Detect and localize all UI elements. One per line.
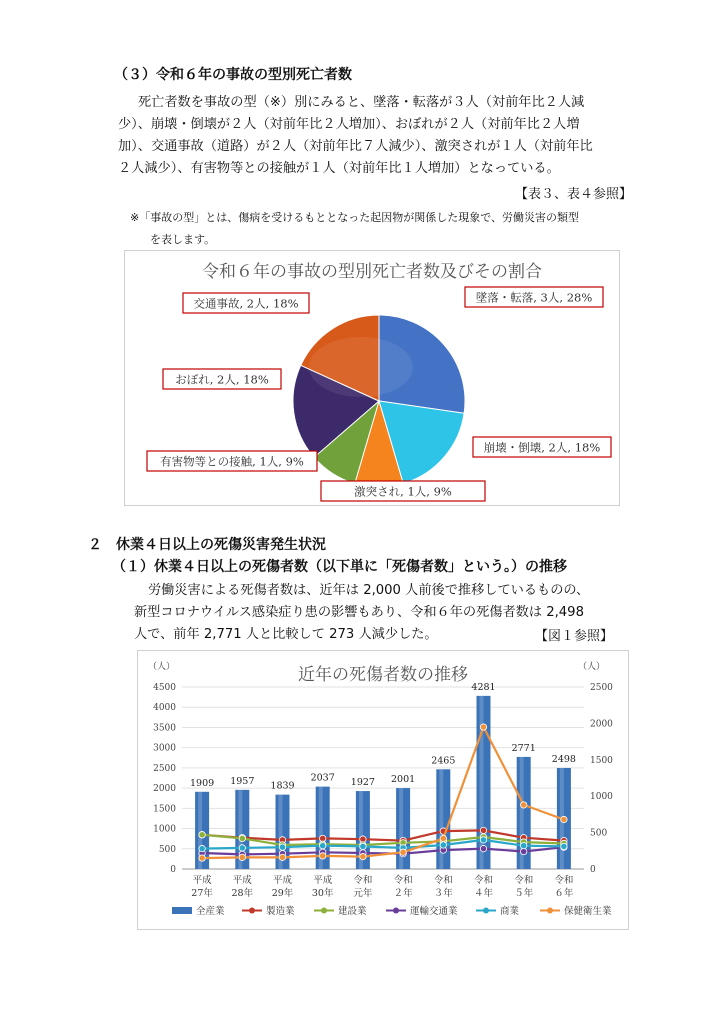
x-tick-label-year: 元年 xyxy=(353,888,373,899)
x-tick-label-era: 令和 xyxy=(473,875,494,886)
x-tick-label-era: 平成 xyxy=(232,875,252,886)
left-tick-label: 1000 xyxy=(153,824,176,835)
right-tick-label: 2500 xyxy=(590,683,613,693)
section2-ref: 【図１参照】 xyxy=(535,629,614,644)
left-tick-label: 3500 xyxy=(153,723,176,734)
casualty-chart xyxy=(138,651,628,929)
x-tick-label-era: 令和 xyxy=(353,875,373,886)
line-point xyxy=(239,835,245,841)
right-tick-label: 0 xyxy=(590,865,596,875)
legend-item-3 xyxy=(386,905,458,917)
x-tick-label-era: 令和 xyxy=(554,875,574,886)
pie-label-text: 激突され, 1人, 9% xyxy=(354,484,452,499)
pie-label-collapse xyxy=(473,437,611,457)
pie-label-text: おぼれ, 2人, 18% xyxy=(175,372,269,387)
casualty-chart-container xyxy=(137,650,629,930)
legend-marker xyxy=(321,908,327,914)
legend-label: 建設業 xyxy=(338,906,367,917)
left-tick-label: 500 xyxy=(158,844,176,855)
x-tick-label-era: 令和 xyxy=(393,875,413,886)
bar-value-label: 2465 xyxy=(431,755,456,767)
x-tick-label-year: ３年 xyxy=(433,888,453,899)
legend-marker xyxy=(249,908,255,914)
pie-chart-title: 令和６年の事故の型別死亡者数及びその割合 xyxy=(202,262,542,282)
line-point xyxy=(360,853,366,859)
left-tick-label: 3000 xyxy=(153,743,176,754)
left-axis-unit: （人） xyxy=(148,662,176,672)
line-point xyxy=(561,843,567,849)
section3-line-2: 少）、崩壊・倒壊が２人（対前年比２人増加）、おぼれが２人（対前年比２人増 xyxy=(118,117,580,132)
x-tick-label-era: 平成 xyxy=(192,875,212,886)
line-point xyxy=(521,802,527,808)
pie-chart-container xyxy=(124,250,620,506)
line-point xyxy=(561,816,567,822)
line-point xyxy=(199,855,205,861)
bar-value-label: 2001 xyxy=(391,774,416,786)
section3-heading: （３）令和６年の事故の型別死亡者数 xyxy=(114,67,352,83)
section3-line-1: 死亡者数を事故の型（※）別にみると、墜落・転落が３人（対前年比２人減 xyxy=(138,95,585,110)
line-point xyxy=(199,845,205,851)
x-tick-label-year: 30年 xyxy=(311,888,334,899)
legend-label: 商業 xyxy=(500,906,520,917)
line-point xyxy=(480,845,486,851)
line-point xyxy=(480,724,486,730)
legend-item-2 xyxy=(314,905,367,917)
right-tick-label: 500 xyxy=(590,828,608,839)
section3-line-4: ２人減少）、有害物等との接触が１人（対前年比１人増加）となっている。 xyxy=(118,161,560,176)
left-tick-label: 2500 xyxy=(153,763,176,774)
section3-note-line-1: ※「事故の型」とは、傷病を受けるもととなった起因物が関係した現象で、労働災害の類型 xyxy=(130,211,579,224)
line-point xyxy=(360,843,366,849)
legend-item-5 xyxy=(540,905,612,917)
legend-item-4 xyxy=(476,905,520,917)
legend-label: 運輸交通業 xyxy=(410,906,458,917)
line-point xyxy=(279,854,285,860)
legend-item-0 xyxy=(172,905,225,917)
line-point xyxy=(440,835,446,841)
line-point xyxy=(320,843,326,849)
legend-label: 保健衛生業 xyxy=(564,906,612,917)
x-tick-label-year: ４年 xyxy=(473,888,494,899)
pie-label-drowning xyxy=(163,369,281,389)
bar-highlight xyxy=(439,769,443,869)
bar-value-label: 1957 xyxy=(230,775,255,787)
x-tick-label-year: 27年 xyxy=(191,888,213,899)
pie-label-traffic xyxy=(183,293,309,313)
line-point xyxy=(521,843,527,849)
right-tick-label: 1500 xyxy=(590,755,613,766)
section2-heading: ２ 休業４日以上の死傷災害発生状況 xyxy=(88,537,326,553)
left-tick-label: 4000 xyxy=(153,703,176,714)
section3-ref: 【表３、表４参照】 xyxy=(515,187,633,202)
line-series-0 xyxy=(202,830,564,840)
x-tick-label-year: 28年 xyxy=(231,888,254,899)
section2-sub-heading: （１）休業４日以上の死傷者数（以下単に「死傷者数」という。）の推移 xyxy=(112,559,567,575)
x-tick-label-era: 令和 xyxy=(514,875,534,886)
legend-label: 全産業 xyxy=(196,906,225,917)
x-tick-label-era: 平成 xyxy=(272,875,293,886)
legend-swatch xyxy=(172,907,192,914)
x-tick-label-year: 29年 xyxy=(271,888,294,899)
section2-line-1: 労働災害による死傷者数は、近年は 2,000 人前後で推移しているものの、 xyxy=(148,583,590,598)
line-point xyxy=(279,844,285,850)
left-tick-label: 0 xyxy=(170,865,176,875)
left-tick-label: 2000 xyxy=(153,784,176,795)
bar-value-label: 1927 xyxy=(350,777,375,789)
right-axis-unit: （人） xyxy=(578,662,606,672)
pie-highlight xyxy=(309,337,413,397)
section3-note-line-2: を表します。 xyxy=(150,233,216,246)
pie-chart xyxy=(125,251,619,505)
bar-value-label: 1839 xyxy=(270,780,295,792)
line-point xyxy=(199,832,205,838)
bar-value-label: 1909 xyxy=(190,777,215,789)
line-point xyxy=(480,837,486,843)
pie-label-text: 墜落・転落, 3人, 28% xyxy=(475,290,593,305)
section2-line-3: 人で、前年 2,771 人と比較して 273 人減少した。 xyxy=(134,627,438,642)
pie-label-text: 有害物等との接触, 1人, 9% xyxy=(160,454,304,469)
line-point xyxy=(400,849,406,855)
section3-line-3: 加）、交通事故（道路）が２人（対前年比７人減少）、激突されが１人（対前年比 xyxy=(118,139,593,154)
pie-label-struck xyxy=(321,481,485,501)
bar-value-label: 2771 xyxy=(511,742,536,754)
pie-label-falling xyxy=(465,287,603,307)
legend-item-1 xyxy=(242,905,295,917)
x-tick-label-year: ６年 xyxy=(554,888,574,899)
left-tick-label: 4500 xyxy=(153,683,176,693)
pie-label-text: 崩壊・倒壊, 2人, 18% xyxy=(483,440,601,455)
legend-marker xyxy=(393,908,399,914)
line-point xyxy=(480,827,486,833)
x-tick-label-year: ２年 xyxy=(393,888,413,899)
bar-value-label: 4281 xyxy=(471,681,496,693)
x-tick-label-era: 令和 xyxy=(433,875,453,886)
line-point xyxy=(320,853,326,859)
legend-label: 製造業 xyxy=(266,906,295,917)
legend-marker xyxy=(483,908,489,914)
bar-value-label: 2037 xyxy=(310,772,335,784)
bar-value-label: 2498 xyxy=(551,753,576,765)
line-point xyxy=(239,854,245,860)
pie-label-harmful-contact xyxy=(147,451,317,471)
x-tick-label-year: ５年 xyxy=(514,888,534,899)
right-tick-label: 1000 xyxy=(590,792,613,803)
left-tick-label: 1500 xyxy=(153,804,176,815)
legend-marker xyxy=(547,908,553,914)
pie-label-text: 交通事故, 2人, 18% xyxy=(193,296,299,311)
line-point xyxy=(440,842,446,848)
casualty-chart-title: 近年の死傷者数の推移 xyxy=(298,665,468,685)
right-tick-label: 2000 xyxy=(590,719,613,730)
section2-line-2: 新型コロナウイルス感染症り患の影響もあり、令和６年の死傷者数は 2,498 xyxy=(134,605,584,620)
x-tick-label-era: 平成 xyxy=(313,875,333,886)
line-point xyxy=(239,845,245,851)
